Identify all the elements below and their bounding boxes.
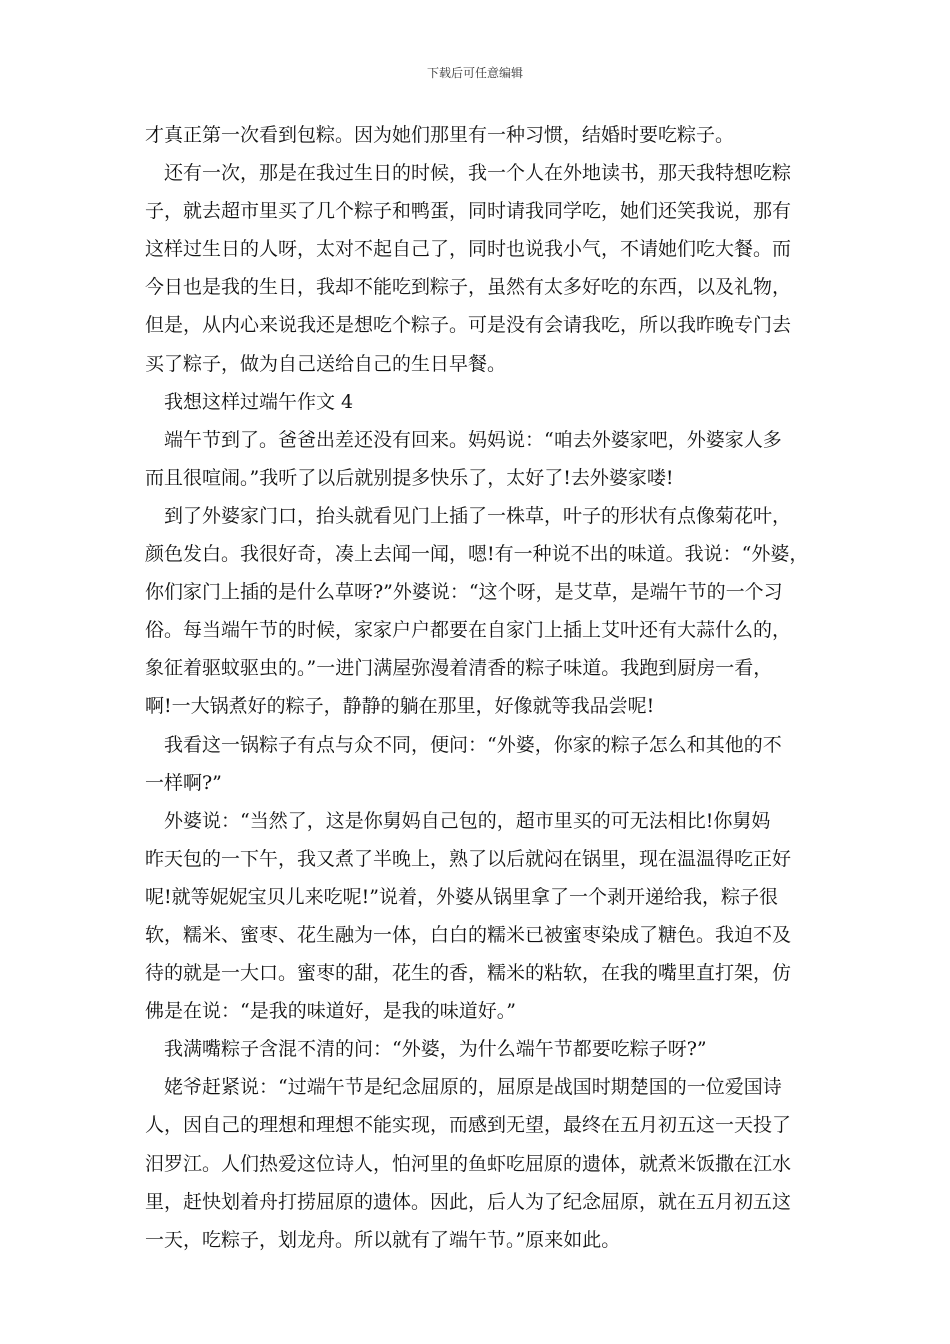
text-line: 我满嘴粽子含混不清的问：“外婆，为什么端午节都要吃粽子呀?” — [145, 1038, 707, 1061]
text-line: 还有一次，那是在我过生日的时候，我一个人在外地读书，那天我特想吃粽 — [145, 162, 792, 185]
text-line: 待的就是一大口。蜜枣的甜，花生的香，糯米的粘软，在我的嘴里直打架，仿 — [145, 962, 792, 985]
text-line: 里，赶快划着舟打捞屈原的遗体。因此，后人为了纪念屈原，就在五月初五这 — [145, 1190, 792, 1213]
document-body — [145, 116, 810, 1259]
text-line: 一天，吃粽子，划龙舟。所以就有了端午节。”原来如此。 — [145, 1228, 621, 1251]
text-line: 这样过生日的人呀，太对不起自己了，同时也说我小气，不请她们吃大餐。而 — [145, 238, 792, 261]
text-line: 一样啊?” — [145, 771, 222, 794]
text-line: 人，因自己的理想和理想不能实现，而感到无望，最终在五月初五这一天投了 — [145, 1114, 792, 1137]
text-line: 佛是在说：“是我的味道好，是我的味道好。” — [145, 1000, 516, 1023]
section-heading: 我想这样过端午作文 4 — [145, 390, 354, 413]
text-line: 到了外婆家门口，抬头就看见门上插了一株草，叶子的形状有点像菊花叶， — [145, 504, 792, 527]
text-line: 汨罗江。人们热爱这位诗人，怕河里的鱼虾吃屈原的遗体，就煮米饭撒在江水 — [145, 1152, 792, 1175]
text-line: 端午节到了。爸爸出差还没有回来。妈妈说：“咱去外婆家吧，外婆家人多 — [145, 428, 782, 451]
text-line: 软，糯米、蜜枣、花生融为一体，白白的糯米已被蜜枣染成了糖色。我迫不及 — [145, 923, 792, 946]
text-line: 呢!就等妮妮宝贝儿来吃呢!”说着，外婆从锅里拿了一个剥开递给我，粽子很 — [145, 885, 778, 908]
text-line: 买了粽子，做为自己送给自己的生日早餐。 — [145, 352, 507, 375]
text-line: 姥爷赶紧说：“过端午节是纪念屈原的，屈原是战国时期楚国的一位爱国诗 — [145, 1076, 782, 1099]
text-line: 外婆说：“当然了，这是你舅妈自己包的，超市里买的可无法相比!你舅妈 — [145, 809, 771, 832]
text-line: 但是，从内心来说我还是想吃个粽子。可是没有会请我吃，所以我昨晚专门去 — [145, 314, 792, 337]
text-line: 而且很喧闹。”我听了以后就别提多快乐了，太好了!去外婆家喽! — [145, 466, 674, 489]
text-line: 昨天包的一下午，我又煮了半晚上，熟了以后就闷在锅里，现在温温得吃正好 — [145, 847, 792, 870]
page-header: 下载后可任意编辑 — [426, 66, 523, 80]
text-line: 今日也是我的生日，我却不能吃到粽子，虽然有太多好吃的东西，以及礼物， — [145, 276, 792, 299]
text-line: 才真正第一次看到包粽。因为她们那里有一种习惯，结婚时要吃粽子。 — [145, 124, 735, 146]
text-line: 子，就去超市里买了几个粽子和鸭蛋，同时请我同学吃，她们还笑我说，那有 — [145, 200, 792, 223]
text-line: 我看这一锅粽子有点与众不同，便问：“外婆，你家的粽子怎么和其他的不 — [145, 733, 782, 756]
text-line: 你们家门上插的是什么草呀?”外婆说：“这个呀，是艾草，是端午节的一个习 — [145, 581, 783, 604]
text-line: 俗。每当端午节的时候，家家户户都要在自家门上插上艾叶还有大蒜什么的， — [145, 619, 792, 642]
text-line: 象征着驱蚊驱虫的。”一进门满屋弥漫着清香的粽子味道。我跑到厨房一看， — [145, 657, 773, 680]
text-line: 颜色发白。我很好奇，凑上去闻一闻，嗯!有一种说不出的味道。我说：“外婆， — [145, 543, 809, 566]
text-line: 啊!一大锅煮好的粽子，静静的躺在那里，好像就等我品尝呢! — [145, 695, 655, 718]
